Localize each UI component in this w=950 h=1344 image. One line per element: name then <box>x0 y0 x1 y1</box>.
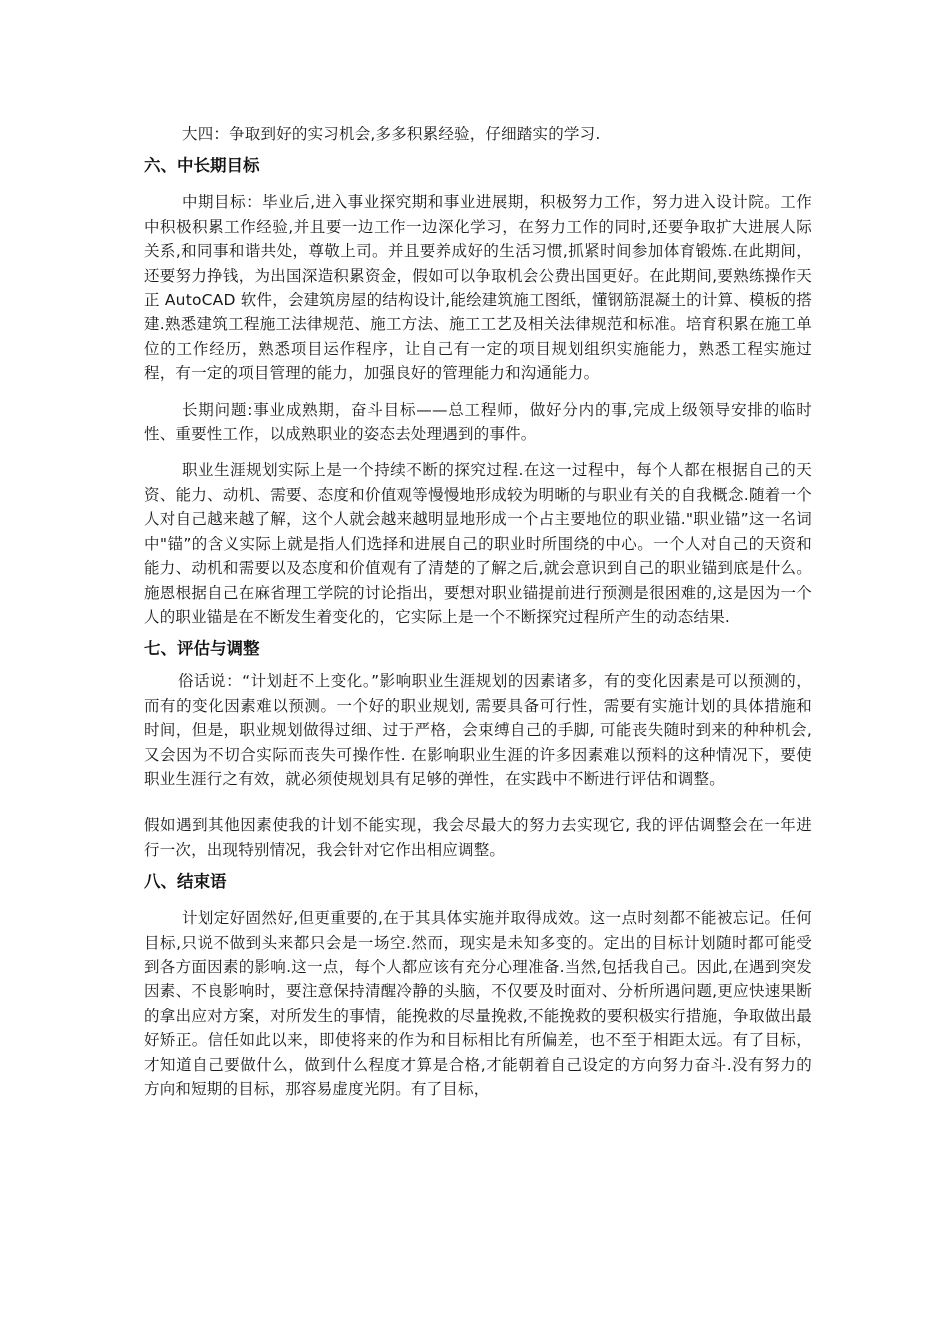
heading-mid-long-term-goals: 六、中长期目标 <box>144 156 260 176</box>
paragraph-adjustment-frequency: 假如遇到其他因素使我的计划不能实现，我会尽最大的努力去实现它, 我的评估调整会在一年进行一次，出现特别情况，我会针对它作出相应调整。 <box>144 816 812 859</box>
heading-evaluation-adjustment: 七、评估与调整 <box>144 639 260 659</box>
paragraph-senior-year: 大四：争取到好的实习机会,多多积累经验，仔细踏实的学习. <box>182 125 601 143</box>
paragraph-long-term-goal: 长期问题:事业成熟期，奋斗目标——总工程师，做好分内的事,完成上级领导安排的临时性、重要性工作，以成熟职业的姿态去处理遇到的事件。 <box>144 400 812 444</box>
heading-conclusion: 八、结束语 <box>144 872 227 892</box>
document-body <box>144 122 812 1101</box>
paragraph-plan-vs-change: 俗话说：“计划赶不上变化。”影响职业生涯规划的因素诸多，有的变化因素是可以预测的，而有的变化因素难以预测。一个好的职业规划, 需要具备可行性，需要有实施计划的具体措施和时间，但是，职业规划做得过细、过于严格，会束缚自己的手脚, 可能丧失随时到来的种种机会, 又会因为不切合实际而丧失可操作性. 在影响职业生涯的许多因素难以预料的这种情况下，要使职业生涯行之有效，就必须使规划具有足够的弹性，在实践中不断进行评估和调整。 <box>144 672 812 788</box>
paragraph-career-anchor: 职业生涯规划实际上是一个持续不断的探究过程.在这一过程中，每个人都在根据自己的天资、能力、动机、需要、态度和价值观等慢慢地形成较为明晰的与职业有关的自我概念.随着一个人对自己越来越了解，这个人就会越来越明显地形成一个占主要地位的职业锚."职业锚”这一名词中"锚”的含义实际上就是指人们选择和进展自己的职业时所围绕的中心。一个人对自己的天资和能力、动机和需要以及态度和价值观有了清楚的了解之后,就会意识到自己的职业锚到底是什么。施恩根据自己在麻省理工学院的讨论指出，要想对职业锚提前进行预测是很困难的,这是因为一个人的职业锚是在不断发生着变化的，它实际上是一个不断探究过程所产生的动态结果. <box>144 461 812 626</box>
paragraph-mid-term-goal: 中期目标：毕业后,进入事业探究期和事业进展期，积极努力工作，努力进入设计院。工作中积极积累工作经验,并且要一边工作一边深化学习，在努力工作的同时,还要争取扩大进展人际关系,和同事和谐共处，尊敬上司。并且要养成好的生活习惯,抓紧时间参加体育锻炼.在此期间，还要努力挣钱，为出国深造积累资金，假如可以争取机会公费出国更好。在此期间,要熟练操作天正 AutoCAD 软件，会建筑房屋的结构设计,能绘建筑施工图纸，懂钢筋混凝土的计算、模板的搭建.熟悉建筑工程施工法律规范、施工方法、施工工艺及相关法律规范和标准。培育积累在施工单位的工作经历，熟悉项目运作程序，让自己有一定的项目规划组织实施能力，熟悉工程实施过程，有一定的项目管理的能力，加强良好的管理能力和沟通能力。 <box>144 193 812 383</box>
paragraph-conclusion: 计划定好固然好,但更重要的,在于其具体实施并取得成效。这一点时刻都不能被忘记。任何目标,只说不做到头来都只会是一场空.然而，现实是未知多变的。定出的目标计划随时都可能受到各方面因素的影响.这一点，每个人都应该有充分心理准备.当然,包括我自己。因此,在遇到突发因素、不良影响时，要注意保持清醒冷静的头脑，不仅要及时面对、分析所遇问题,更应快速果断的拿出应对方案，对所发生的事情，能挽救的尽量挽救,不能挽救的要积极实行措施，争取做出最好矫正。信任如此以来，即使将来的作为和目标相比有所偏差，也不至于相距太远。有了目标，才知道自己要做什么，做到什么程度才算是合格,才能朝着自己设定的方向努力奋斗.没有努力的方向和短期的目标，那容易虚度光阴。有了目标， <box>144 909 812 1098</box>
